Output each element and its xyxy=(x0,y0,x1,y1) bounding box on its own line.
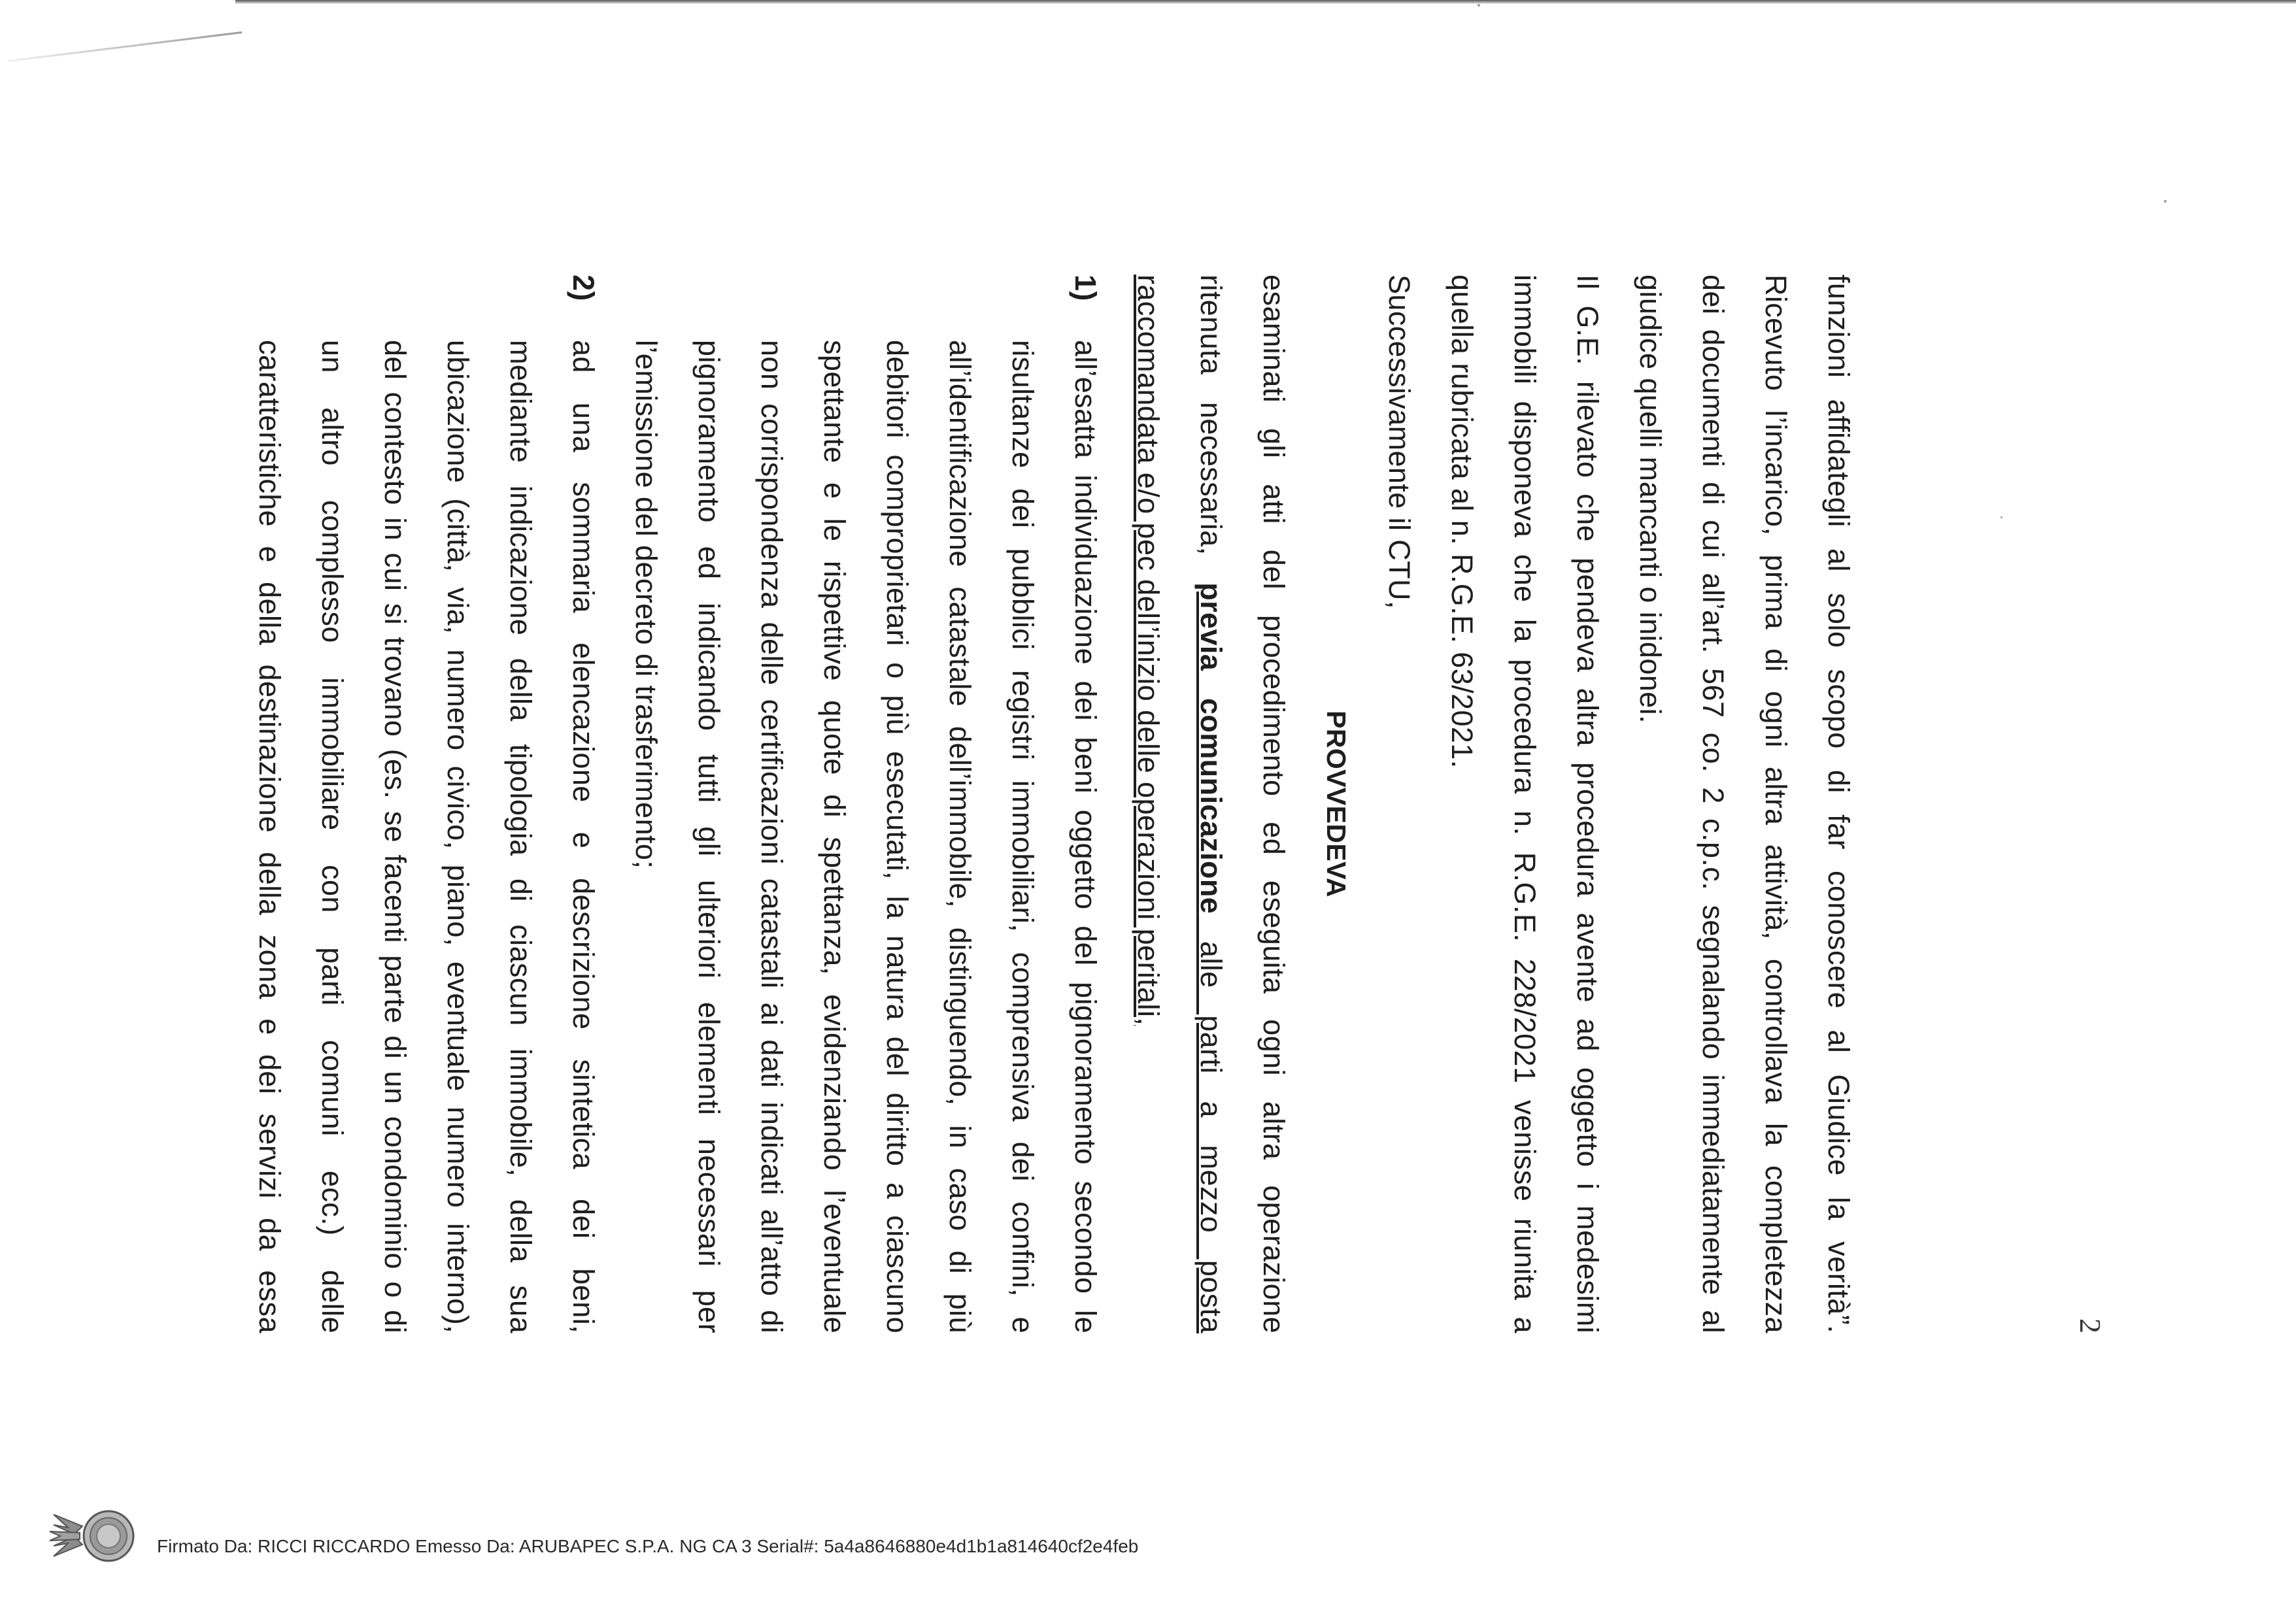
underlined-text: raccomandata e/o pec dell’inizio delle operazioni peritali, xyxy=(1132,275,1165,1026)
intro-line: Il G.E. rilevato che pendeva altra procedura avente ad oggetto i medesimi xyxy=(1571,275,1604,1333)
list-item-line: spettante e le rispettive quote di spettanza, evidenziando l’eventuale xyxy=(818,340,851,1333)
page-number: 2 xyxy=(2074,1318,2107,1333)
emphasis-text: previa comunicazione xyxy=(1194,582,1228,914)
list-item-line: pignoramento ed indicando tutti gli ulteriori elementi necessari per xyxy=(692,340,726,1333)
list-number: 1) xyxy=(1069,275,1102,301)
paragraph-line: esaminati gli atti del procedimento ed eseguita ogni altra operazione xyxy=(1257,275,1291,1333)
paragraph-text: ritenuta necessaria, xyxy=(1194,275,1228,583)
list-item-line: ubicazione (città, via, numero civico, piano, eventuale numero interno), xyxy=(441,340,475,1333)
list-item-line: all’identificazione catastale dell’immobile, distinguendo, in caso di più xyxy=(943,340,977,1333)
list-item-line: ad una sommaria elencazione e descrizione sintetica dei beni, xyxy=(567,340,600,1333)
intro-line: Successivamente il CTU, xyxy=(1383,275,1416,609)
scan-speck xyxy=(2001,516,2002,518)
list-item-line: risultanze dei pubblici registri immobiliari, comprensiva dei confini, e xyxy=(1006,340,1039,1333)
digital-signature-seal-icon xyxy=(48,1500,140,1572)
paragraph-line xyxy=(1128,275,1168,1333)
section-heading: PROVVEDEVA xyxy=(1321,710,1351,897)
list-item-line: debitori comproprietari o più esecutati, la natura del diritto a ciascuno xyxy=(881,340,914,1333)
list-item-line: l’emissione del decreto di trasferimento; xyxy=(630,340,663,869)
intro-line: giudice quelli mancanti o inidonei. xyxy=(1634,275,1667,724)
scan-speck xyxy=(2164,200,2167,203)
scan-streak xyxy=(8,31,243,62)
scan-speck xyxy=(1477,4,1480,7)
list-item-line: non corrispondenza delle certificazioni catastali ai dati indicati all’atto di xyxy=(755,340,788,1333)
intro-line: quella rubricata al n. R.G.E. 63/2021. xyxy=(1445,275,1479,769)
list-item-line: all’esatta individuazione dei beni oggetto del pignoramento secondo le xyxy=(1069,340,1102,1333)
intro-line: Ricevuto l’incarico, prima di ogni altra attività, controllava la completezza xyxy=(1759,275,1793,1333)
list-item-line: del contesto in cui si trovano (es. se facenti parte di un condominio o di xyxy=(379,340,412,1333)
list-item-line: un altro complesso immobiliare con parti comuni ecc.) delle xyxy=(316,340,349,1333)
underlined-text: alle parti a mezzo posta xyxy=(1194,914,1228,1334)
list-item-line: caratteristiche e della destinazione della zona e dei servizi da essa xyxy=(253,340,286,1333)
list-item-line: mediante indicazione della tipologia di ciascun immobile, della sua xyxy=(504,340,537,1333)
intro-line: dei documenti di cui all’art. 567 co. 2 c.p.c. segnalando immediatamente al xyxy=(1697,275,1730,1333)
document-body xyxy=(253,275,1858,1334)
paragraph-line xyxy=(1191,275,1230,1333)
scan-edge-line xyxy=(235,0,2296,4)
intro-line: funzioni affidategli al solo scopo di far conoscere al Giudice la verità”. xyxy=(1822,275,1855,1333)
intro-line: immobili disponeva che la procedura n. R.G.E. 228/2021 venisse riunita a xyxy=(1508,275,1542,1333)
digital-signature-footer: Firmato Da: RICCI RICCARDO Emesso Da: ARUBAPEC S.P.A. NG CA 3 Serial#: 5a4a8646880e4d1b1a814640cf2e4feb xyxy=(157,1536,1139,1556)
list-number: 2) xyxy=(567,275,600,301)
